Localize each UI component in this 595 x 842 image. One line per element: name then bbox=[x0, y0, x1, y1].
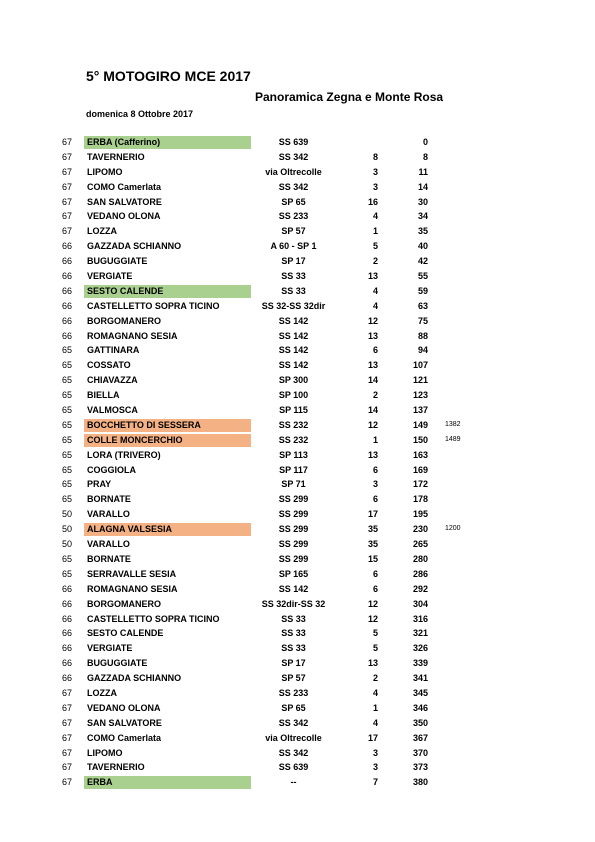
segment-distance: 5 bbox=[372, 628, 378, 639]
road-code: 65 bbox=[62, 464, 73, 475]
segment-distance: 13 bbox=[367, 360, 378, 371]
road-code: 67 bbox=[62, 166, 73, 177]
segment-distance: 12 bbox=[367, 598, 378, 609]
segment-distance: 16 bbox=[367, 196, 378, 207]
cumulative-distance: 367 bbox=[412, 732, 428, 743]
table-row bbox=[0, 701, 595, 716]
road-code: 50 bbox=[62, 539, 73, 550]
place-name: LOZZA bbox=[87, 687, 117, 698]
cumulative-distance: 63 bbox=[417, 300, 428, 311]
segment-distance: 14 bbox=[367, 375, 378, 386]
cumulative-distance: 107 bbox=[412, 360, 428, 371]
cumulative-distance: 14 bbox=[417, 181, 428, 192]
table-row bbox=[0, 180, 595, 195]
place-name: BUGUGGIATE bbox=[87, 256, 148, 267]
place-name: GATTINARA bbox=[87, 345, 140, 356]
cumulative-distance: 75 bbox=[417, 315, 428, 326]
table-row bbox=[0, 299, 595, 314]
place-name: CHIAVAZZA bbox=[87, 375, 138, 386]
cumulative-distance: 178 bbox=[412, 494, 428, 505]
place-name: COSSATO bbox=[87, 360, 131, 371]
place-name: SESTO CALENDE bbox=[87, 628, 164, 639]
table-row bbox=[0, 746, 595, 761]
segment-distance: 1 bbox=[372, 226, 378, 237]
segment-distance: 3 bbox=[372, 747, 378, 758]
place-name: LIPOMO bbox=[87, 166, 123, 177]
road-name: SP 71 bbox=[281, 479, 306, 490]
segment-distance: 1 bbox=[372, 702, 378, 713]
table-row bbox=[0, 239, 595, 254]
event-date: domenica 8 Ottobre 2017 bbox=[86, 109, 194, 119]
segment-distance: 12 bbox=[367, 419, 378, 430]
table-row bbox=[0, 195, 595, 210]
road-code: 65 bbox=[62, 494, 73, 505]
road-name: via Oltrecolle bbox=[265, 732, 322, 743]
cumulative-distance: 280 bbox=[412, 553, 428, 564]
cumulative-distance: 370 bbox=[412, 747, 428, 758]
road-name: SS 33 bbox=[281, 613, 306, 624]
place-name: PRAY bbox=[87, 479, 112, 490]
segment-distance: 4 bbox=[372, 285, 378, 296]
table-row bbox=[0, 418, 595, 433]
road-name: SS 342 bbox=[278, 151, 309, 162]
road-name: SP 65 bbox=[281, 702, 306, 713]
table-row bbox=[0, 314, 595, 329]
segment-distance: 6 bbox=[372, 494, 378, 505]
road-name: SS 342 bbox=[278, 747, 309, 758]
road-code: 67 bbox=[62, 687, 73, 698]
cumulative-distance: 346 bbox=[412, 702, 428, 713]
segment-distance: 8 bbox=[372, 151, 378, 162]
place-name: GAZZADA SCHIANNO bbox=[87, 241, 182, 252]
road-name: SS 142 bbox=[278, 583, 309, 594]
table-row bbox=[0, 552, 595, 567]
road-code: 50 bbox=[62, 524, 73, 535]
road-name: SS 33 bbox=[281, 271, 306, 282]
place-name: ROMAGNANO SESIA bbox=[87, 330, 178, 341]
road-code: 66 bbox=[62, 598, 73, 609]
road-name: SP 17 bbox=[281, 256, 306, 267]
page-subtitle: Panoramica Zegna e Monte Rosa bbox=[255, 90, 444, 104]
segment-distance: 13 bbox=[367, 449, 378, 460]
cumulative-distance: 195 bbox=[412, 509, 428, 520]
table-row bbox=[0, 448, 595, 463]
cumulative-distance: 380 bbox=[412, 777, 428, 788]
road-code: 50 bbox=[62, 509, 73, 520]
table-row bbox=[0, 477, 595, 492]
road-name: SS 142 bbox=[278, 315, 309, 326]
table-row bbox=[0, 492, 595, 507]
table-row bbox=[0, 716, 595, 731]
cumulative-distance: 150 bbox=[412, 434, 428, 445]
table-row bbox=[0, 507, 595, 522]
segment-distance: 1 bbox=[372, 434, 378, 445]
route-table bbox=[0, 135, 595, 790]
segment-distance: 4 bbox=[372, 300, 378, 311]
table-row bbox=[0, 403, 595, 418]
table-row bbox=[0, 775, 595, 790]
table-row bbox=[0, 686, 595, 701]
table-row bbox=[0, 433, 595, 448]
segment-distance: 2 bbox=[372, 673, 378, 684]
place-name: BOCCHETTO DI SESSERA bbox=[84, 419, 251, 432]
table-row bbox=[0, 373, 595, 388]
place-name: VARALLO bbox=[87, 539, 130, 550]
segment-distance: 13 bbox=[367, 658, 378, 669]
road-name: SS 232 bbox=[278, 434, 309, 445]
place-name: VARALLO bbox=[87, 509, 130, 520]
place-name: SESTO CALENDE bbox=[84, 285, 251, 298]
place-name: LOZZA bbox=[87, 226, 117, 237]
cumulative-distance: 286 bbox=[412, 568, 428, 579]
place-name: COMO Camerlata bbox=[87, 181, 162, 192]
altitude: 1489 bbox=[445, 435, 461, 443]
place-name: ERBA bbox=[84, 776, 251, 789]
table-row bbox=[0, 731, 595, 746]
road-code: 65 bbox=[62, 375, 73, 386]
place-name: VEDANO OLONA bbox=[87, 702, 161, 713]
road-name: SP 113 bbox=[279, 449, 308, 460]
segment-distance: 15 bbox=[367, 553, 378, 564]
table-row bbox=[0, 254, 595, 269]
road-code: 66 bbox=[62, 643, 73, 654]
road-code: 65 bbox=[62, 553, 73, 564]
place-name: BORGOMANERO bbox=[87, 315, 161, 326]
place-name: SAN SALVATORE bbox=[87, 196, 162, 207]
road-name: SP 117 bbox=[279, 464, 308, 475]
cumulative-distance: 34 bbox=[417, 211, 428, 222]
segment-distance: 7 bbox=[372, 777, 378, 788]
segment-distance: 13 bbox=[367, 330, 378, 341]
road-name: SP 100 bbox=[278, 390, 309, 401]
table-row bbox=[0, 582, 595, 597]
segment-distance: 6 bbox=[372, 345, 378, 356]
road-code: 67 bbox=[62, 196, 73, 207]
place-name: LIPOMO bbox=[87, 747, 123, 758]
road-code: 66 bbox=[62, 673, 73, 684]
segment-distance: 3 bbox=[372, 181, 378, 192]
road-code: 65 bbox=[62, 405, 73, 416]
place-name: ERBA (Cafferino) bbox=[84, 136, 251, 149]
cumulative-distance: 35 bbox=[417, 226, 428, 237]
place-name: COMO Camerlata bbox=[87, 732, 162, 743]
altitude: 1200 bbox=[445, 525, 461, 533]
table-row bbox=[0, 641, 595, 656]
cumulative-distance: 316 bbox=[412, 613, 428, 624]
table-row bbox=[0, 358, 595, 373]
road-name: SS 299 bbox=[278, 539, 309, 550]
cumulative-distance: 55 bbox=[417, 271, 428, 282]
place-name: CASTELLETTO SOPRA TICINO bbox=[87, 613, 220, 624]
road-name: SS 32dir-SS 32 bbox=[261, 598, 326, 609]
table-row bbox=[0, 656, 595, 671]
road-code: 67 bbox=[62, 762, 73, 773]
road-name: SS 233 bbox=[278, 211, 309, 222]
road-name: SP 115 bbox=[279, 405, 308, 416]
road-name: SP 17 bbox=[281, 658, 306, 669]
road-name: SS 639 bbox=[278, 137, 309, 147]
table-row bbox=[0, 463, 595, 478]
table-row bbox=[0, 165, 595, 180]
road-name: SS 342 bbox=[278, 181, 309, 192]
road-code: 66 bbox=[62, 330, 73, 341]
place-name: COLLE MONCERCHIO bbox=[84, 434, 251, 447]
road-code: 65 bbox=[62, 434, 73, 445]
table-row bbox=[0, 209, 595, 224]
road-code: 66 bbox=[62, 658, 73, 669]
place-name: BIELLA bbox=[87, 390, 120, 401]
segment-distance: 35 bbox=[367, 524, 378, 535]
road-name: SS 342 bbox=[278, 717, 309, 728]
altitude: 1382 bbox=[445, 420, 461, 428]
place-name: GAZZADA SCHIANNO bbox=[87, 673, 182, 684]
cumulative-distance: 326 bbox=[412, 643, 428, 654]
road-name: SP 57 bbox=[281, 226, 306, 237]
road-code: 65 bbox=[62, 345, 73, 356]
segment-distance: 4 bbox=[372, 211, 378, 222]
cumulative-distance: 11 bbox=[418, 166, 428, 177]
cumulative-distance: 341 bbox=[412, 673, 428, 684]
road-name: SS 232 bbox=[278, 419, 309, 430]
place-name: VERGIATE bbox=[87, 643, 133, 654]
road-code: 67 bbox=[62, 732, 73, 743]
road-name: via Oltrecolle bbox=[265, 166, 322, 177]
road-code: 65 bbox=[62, 479, 73, 490]
cumulative-distance: 137 bbox=[412, 405, 428, 416]
page-title: 5° MOTOGIRO MCE 2017 bbox=[86, 68, 251, 84]
road-name: SS 299 bbox=[278, 509, 309, 520]
place-name: SERRAVALLE SESIA bbox=[87, 568, 177, 579]
road-name: SP 57 bbox=[281, 673, 306, 684]
road-name: SS 32-SS 32dir bbox=[261, 300, 326, 311]
segment-distance: 6 bbox=[372, 583, 378, 594]
road-code: 66 bbox=[62, 315, 73, 326]
place-name: COGGIOLA bbox=[87, 464, 136, 475]
table-row bbox=[0, 343, 595, 358]
segment-distance: 12 bbox=[367, 315, 378, 326]
road-name: SS 233 bbox=[278, 687, 309, 698]
road-name: SS 639 bbox=[278, 762, 309, 773]
segment-distance: 2 bbox=[372, 256, 378, 267]
table-row bbox=[0, 612, 595, 627]
road-code: 66 bbox=[62, 285, 73, 296]
table-row bbox=[0, 224, 595, 239]
table-row bbox=[0, 626, 595, 641]
table-row bbox=[0, 150, 595, 165]
table-row bbox=[0, 269, 595, 284]
road-code: 67 bbox=[62, 181, 73, 192]
cumulative-distance: 350 bbox=[412, 717, 428, 728]
road-code: 66 bbox=[62, 256, 73, 267]
segment-distance: 17 bbox=[367, 509, 378, 520]
place-name: ALAGNA VALSESIA bbox=[84, 523, 251, 536]
road-name: SS 33 bbox=[281, 628, 306, 639]
road-name: SP 165 bbox=[278, 568, 309, 579]
place-name: ROMAGNANO SESIA bbox=[87, 583, 178, 594]
road-code: 66 bbox=[62, 271, 73, 282]
segment-distance: 6 bbox=[372, 568, 378, 579]
cumulative-distance: 304 bbox=[412, 598, 428, 609]
table-row bbox=[0, 537, 595, 552]
cumulative-distance: 123 bbox=[412, 390, 428, 401]
cumulative-distance: 172 bbox=[412, 479, 428, 490]
cumulative-distance: 163 bbox=[412, 449, 428, 460]
road-code: 67 bbox=[62, 702, 73, 713]
table-row bbox=[0, 597, 595, 612]
road-code: 67 bbox=[62, 226, 73, 237]
place-name: VERGIATE bbox=[87, 271, 133, 282]
place-name: BORNATE bbox=[87, 553, 131, 564]
place-name: TAVERNERIO bbox=[87, 762, 145, 773]
road-name: SS 299 bbox=[278, 524, 309, 535]
segment-distance: 5 bbox=[372, 241, 378, 252]
road-code: 66 bbox=[62, 241, 73, 252]
segment-distance: 3 bbox=[372, 762, 378, 773]
segment-distance: 13 bbox=[367, 271, 378, 282]
cumulative-distance: 321 bbox=[412, 628, 428, 639]
segment-distance: 35 bbox=[367, 539, 378, 550]
road-name: SS 299 bbox=[278, 494, 309, 505]
cumulative-distance: 94 bbox=[417, 345, 428, 356]
place-name: VALMOSCA bbox=[87, 405, 138, 416]
segment-distance: 5 bbox=[372, 643, 378, 654]
place-name: TAVERNERIO bbox=[87, 151, 145, 162]
place-name: CASTELLETTO SOPRA TICINO bbox=[87, 300, 220, 311]
road-name: SS 142 bbox=[278, 360, 309, 371]
cumulative-distance: 373 bbox=[412, 762, 428, 773]
place-name: BORNATE bbox=[87, 494, 131, 505]
road-code: 67 bbox=[62, 151, 73, 162]
place-name: VEDANO OLONA bbox=[87, 211, 161, 222]
table-row bbox=[0, 522, 595, 537]
cumulative-distance: 40 bbox=[417, 241, 428, 252]
cumulative-distance: 345 bbox=[412, 687, 428, 698]
road-name: SS 142 bbox=[278, 330, 309, 341]
segment-distance: 12 bbox=[367, 613, 378, 624]
table-row bbox=[0, 284, 595, 299]
segment-distance: 17 bbox=[367, 732, 378, 743]
cumulative-distance: 88 bbox=[417, 330, 428, 341]
road-code: 66 bbox=[62, 613, 73, 624]
cumulative-distance: 149 bbox=[412, 419, 428, 430]
road-code: 67 bbox=[62, 211, 73, 222]
road-name: SS 299 bbox=[278, 553, 309, 564]
road-code: 65 bbox=[62, 568, 73, 579]
segment-distance: 2 bbox=[372, 390, 378, 401]
cumulative-distance: 42 bbox=[417, 256, 428, 267]
road-code: 67 bbox=[62, 717, 73, 728]
road-code: 67 bbox=[62, 777, 73, 788]
road-code: 66 bbox=[62, 628, 73, 639]
table-row bbox=[0, 135, 595, 150]
cumulative-distance: 169 bbox=[412, 464, 428, 475]
road-code: 66 bbox=[62, 583, 73, 594]
table-row bbox=[0, 567, 595, 582]
road-name: SP 65 bbox=[281, 196, 306, 207]
segment-distance: 4 bbox=[372, 687, 378, 698]
place-name: LORA (TRIVERO) bbox=[87, 449, 161, 460]
road-name: SS 142 bbox=[278, 345, 309, 356]
cumulative-distance: 121 bbox=[412, 375, 428, 386]
road-code: 66 bbox=[62, 300, 73, 311]
table-row bbox=[0, 329, 595, 344]
cumulative-distance: 292 bbox=[412, 583, 428, 594]
segment-distance: 3 bbox=[372, 166, 378, 177]
road-code: 67 bbox=[62, 747, 73, 758]
cumulative-distance: 59 bbox=[417, 285, 428, 296]
road-code: 67 bbox=[62, 137, 73, 147]
road-name: SS 33 bbox=[281, 285, 306, 296]
segment-distance: 3 bbox=[372, 479, 378, 490]
road-code: 65 bbox=[62, 449, 73, 460]
segment-distance: 4 bbox=[372, 717, 378, 728]
place-name: BUGUGGIATE bbox=[87, 658, 148, 669]
cumulative-distance: 0 bbox=[422, 137, 428, 147]
cumulative-distance: 265 bbox=[412, 539, 428, 550]
place-name: SAN SALVATORE bbox=[87, 717, 162, 728]
cumulative-distance: 339 bbox=[412, 658, 428, 669]
cumulative-distance: 30 bbox=[417, 196, 428, 207]
table-row bbox=[0, 760, 595, 775]
road-name: SP 300 bbox=[278, 375, 309, 386]
table-row bbox=[0, 671, 595, 686]
road-name: -- bbox=[290, 777, 297, 788]
place-name: BORGOMANERO bbox=[87, 598, 161, 609]
road-name: A 60 - SP 1 bbox=[270, 241, 317, 252]
road-name: SS 33 bbox=[281, 643, 306, 654]
segment-distance: 14 bbox=[367, 405, 378, 416]
table-row bbox=[0, 388, 595, 403]
road-code: 65 bbox=[62, 390, 73, 401]
segment-distance: 6 bbox=[372, 464, 378, 475]
cumulative-distance: 8 bbox=[422, 151, 428, 162]
road-code: 65 bbox=[62, 419, 73, 430]
cumulative-distance: 230 bbox=[412, 524, 428, 535]
road-code: 65 bbox=[62, 360, 73, 371]
